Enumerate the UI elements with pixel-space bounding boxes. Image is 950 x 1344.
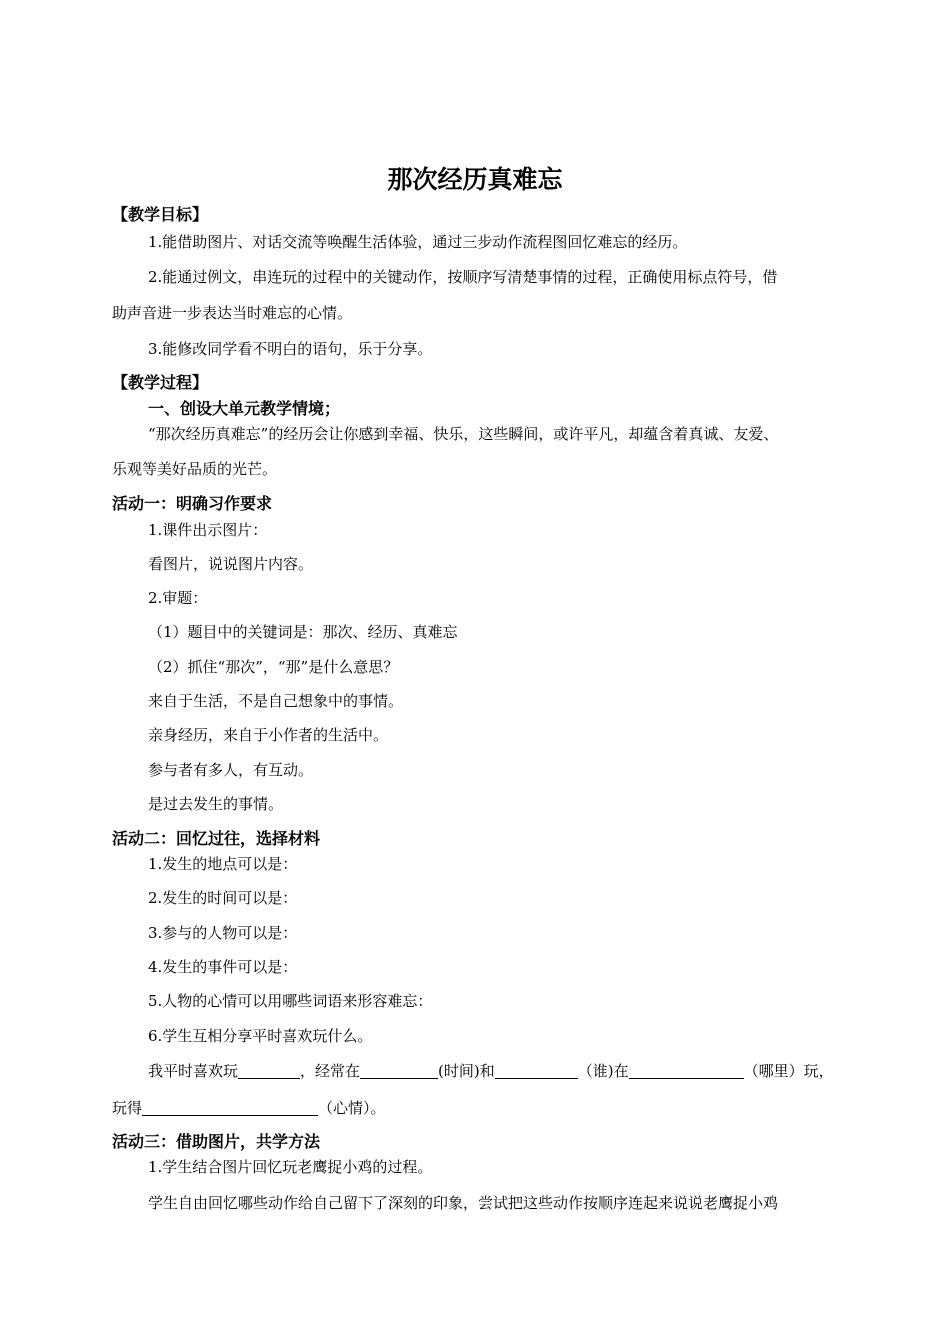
document-title: 那次经历真难忘: [387, 165, 563, 194]
process-heading: 【教学过程】: [112, 373, 209, 392]
fill-text: （哪里）玩，: [743, 1062, 834, 1080]
list-item: 1.课件出示图片：: [148, 521, 268, 539]
fill-text: （谁)在: [577, 1062, 629, 1080]
list-item: 2.审题：: [148, 589, 208, 607]
list-item: 5.人物的心情可以用哪些词语来形容难忘：: [148, 992, 433, 1010]
list-item: 看图片，说说图片内容。: [148, 555, 314, 573]
list-item: 参与者有多人，有互动。: [148, 761, 314, 779]
activity-2-heading: 活动二：回忆过往，选择材料: [112, 829, 321, 848]
fill-text: (时间)和: [438, 1062, 495, 1080]
fill-blank[interactable]: [495, 1062, 578, 1079]
fill-in-sentence-line-2: [112, 1098, 386, 1118]
fill-text: （心情）。: [318, 1099, 386, 1117]
fill-in-sentence-line-1: [148, 1061, 834, 1081]
list-item: 是过去发生的事情。: [148, 795, 284, 813]
list-item: 6.学生互相分享平时喜欢玩什么。: [148, 1027, 373, 1045]
fill-blank[interactable]: [238, 1062, 300, 1079]
goal-item-3: 3.能修改同学看不明白的语句，乐于分享。: [148, 340, 433, 358]
goal-item-1: 1.能借助图片、对话交流等唤醒生活体验，通过三步动作流程图回忆难忘的经历。: [148, 233, 688, 251]
list-item: 1.发生的地点可以是：: [148, 855, 298, 873]
list-item: （1）题目中的关键词是：那次、经历、真难忘: [148, 623, 458, 641]
section-1-heading: 一、创设大单元教学情境；: [148, 399, 341, 418]
list-item: 2.发生的时间可以是：: [148, 889, 298, 907]
intro-line-2: 乐观等美好品质的光芒。: [112, 460, 278, 478]
activity-3-heading: 活动三：借助图片，共学方法: [112, 1132, 321, 1151]
goals-heading: 【教学目标】: [112, 205, 209, 224]
fill-text: ，经常在: [300, 1062, 361, 1080]
fill-text: 玩得: [112, 1099, 143, 1117]
list-item: 学生自由回忆哪些动作给自己留下了深刻的印象，尝试把这些动作按顺序连起来说说老鹰捉小鸡: [148, 1194, 779, 1212]
list-item: 3.参与的人物可以是：: [148, 924, 298, 942]
fill-blank[interactable]: [629, 1062, 744, 1079]
intro-line-1: “那次经历真难忘”的经历会让你感到幸福、快乐，这些瞬间，或许平凡，却蕴含着真诚、友爱、: [148, 425, 779, 443]
list-item: （2）抓住“那次”，“那”是什么意思？: [148, 658, 399, 676]
list-item: 1.学生结合图片回忆玩老鹰捉小鸡的过程。: [148, 1158, 433, 1176]
activity-1-heading: 活动一：明确习作要求: [112, 494, 273, 513]
list-item: 亲身经历，来自于小作者的生活中。: [148, 726, 389, 744]
goal-item-2-line-2: 助声音进一步表达当时难忘的心情。: [112, 304, 353, 322]
list-item: 来自于生活，不是自己想象中的事情。: [148, 692, 404, 710]
fill-blank[interactable]: [142, 1099, 318, 1116]
fill-text: 我平时喜欢玩: [148, 1062, 239, 1080]
goal-item-2-line-1: 2.能通过例文，串连玩的过程中的关键动作，按顺序写清楚事情的过程，正确使用标点符号，借: [148, 268, 778, 286]
list-item: 4.发生的事件可以是：: [148, 958, 298, 976]
fill-blank[interactable]: [360, 1062, 438, 1079]
